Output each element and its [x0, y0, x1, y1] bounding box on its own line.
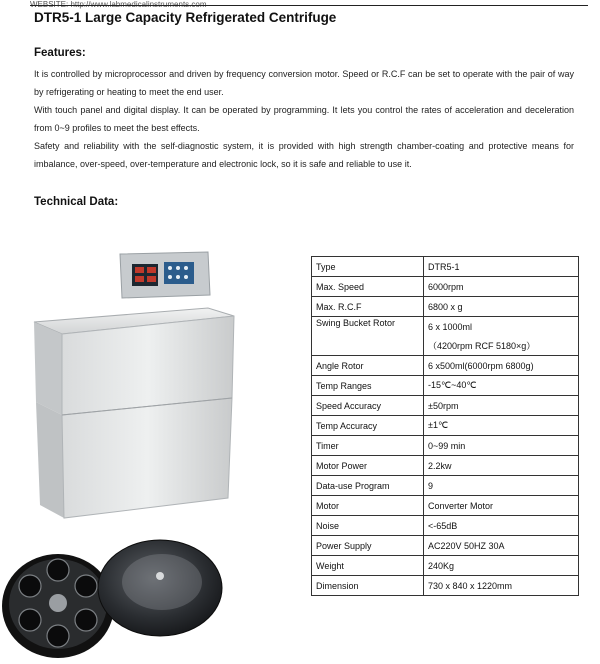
spec-value: （4200rpm RCF 5180×g） [424, 336, 579, 356]
spec-label: Timer [312, 436, 424, 456]
spec-value: ±1℃ [424, 416, 579, 436]
spec-label: Dimension [312, 576, 424, 596]
spec-label: Motor [312, 496, 424, 516]
website-line: WEBSITE: http://www.labmedicalinstruments.com [30, 0, 207, 9]
spec-value: ±50rpm [424, 396, 579, 416]
spec-value: 730 x 840 x 1220mm [424, 576, 579, 596]
spec-label: Angle Rotor [312, 356, 424, 376]
spec-value: 6000rpm [424, 277, 579, 297]
table-row [312, 317, 579, 337]
spec-label: Speed Accuracy [312, 396, 424, 416]
spec-value: -15℃~40℃ [424, 376, 579, 396]
spec-value: 6 x 1000ml [424, 317, 579, 337]
spec-value: DTR5-1 [424, 257, 579, 277]
spec-label: Weight [312, 556, 424, 576]
spec-label: Max. R.C.F [312, 297, 424, 317]
feature-paragraph-1: It is controlled by microprocessor and driven by frequency conversion motor. Speed or R.C.F can be set to operate with the pair of way by refrigerating or heating to meet the end user. [34, 69, 574, 97]
spec-label: Max. Speed [312, 277, 424, 297]
spec-value: AC220V 50HZ 30A [424, 536, 579, 556]
table-row [312, 396, 579, 416]
table-row [312, 516, 579, 536]
spec-label: Swing Bucket Rotor [312, 317, 424, 356]
spec-label: Noise [312, 516, 424, 536]
spec-value: 6800 x g [424, 297, 579, 317]
spec-value: 6 x500ml(6000rpm 6800g) [424, 356, 579, 376]
table-row [312, 456, 579, 476]
spec-label: Motor Power [312, 456, 424, 476]
header-divider [30, 5, 588, 6]
table-row [312, 277, 579, 297]
features-heading: Features: [34, 47, 86, 59]
table-row [312, 376, 579, 396]
spec-value: 0~99 min [424, 436, 579, 456]
table-row [312, 416, 579, 436]
spec-label: Type [312, 257, 424, 277]
spec-value: 2.2kw [424, 456, 579, 476]
feature-paragraph-2: With touch panel and digital display. It can be operated by programming. It lets you control the rates of acceleration and deceleration from 0~9 profiles to meet the best effects. [34, 105, 574, 133]
spec-value: <-65dB [424, 516, 579, 536]
table-row [312, 257, 579, 277]
table-row [312, 476, 579, 496]
table-row [312, 576, 579, 596]
spec-label: Power Supply [312, 536, 424, 556]
spec-value: 9 [424, 476, 579, 496]
table-row [312, 556, 579, 576]
centrifuge-machine-image [28, 250, 238, 525]
rotors-image [0, 526, 250, 664]
technical-data-heading: Technical Data: [34, 196, 119, 208]
feature-paragraph-3: Safety and reliability with the self-diagnostic system, it is provided with high strength chamber-coating and protective means for imbalance, over-speed, over-temperature and electronic lock, so it is safe and reliable to use it. [34, 141, 574, 169]
spec-value: Converter Motor [424, 496, 579, 516]
table-row [312, 356, 579, 376]
table-row [312, 496, 579, 516]
spec-value: 240Kg [424, 556, 579, 576]
table-row [312, 536, 579, 556]
technical-data-table [311, 256, 579, 596]
table-row [312, 436, 579, 456]
spec-label: Temp Ranges [312, 376, 424, 396]
document-title: DTR5-1 Large Capacity Refrigerated Centrifuge [34, 10, 337, 25]
table-row [312, 297, 579, 317]
spec-label: Data-use Program [312, 476, 424, 496]
spec-label: Temp Accuracy [312, 416, 424, 436]
